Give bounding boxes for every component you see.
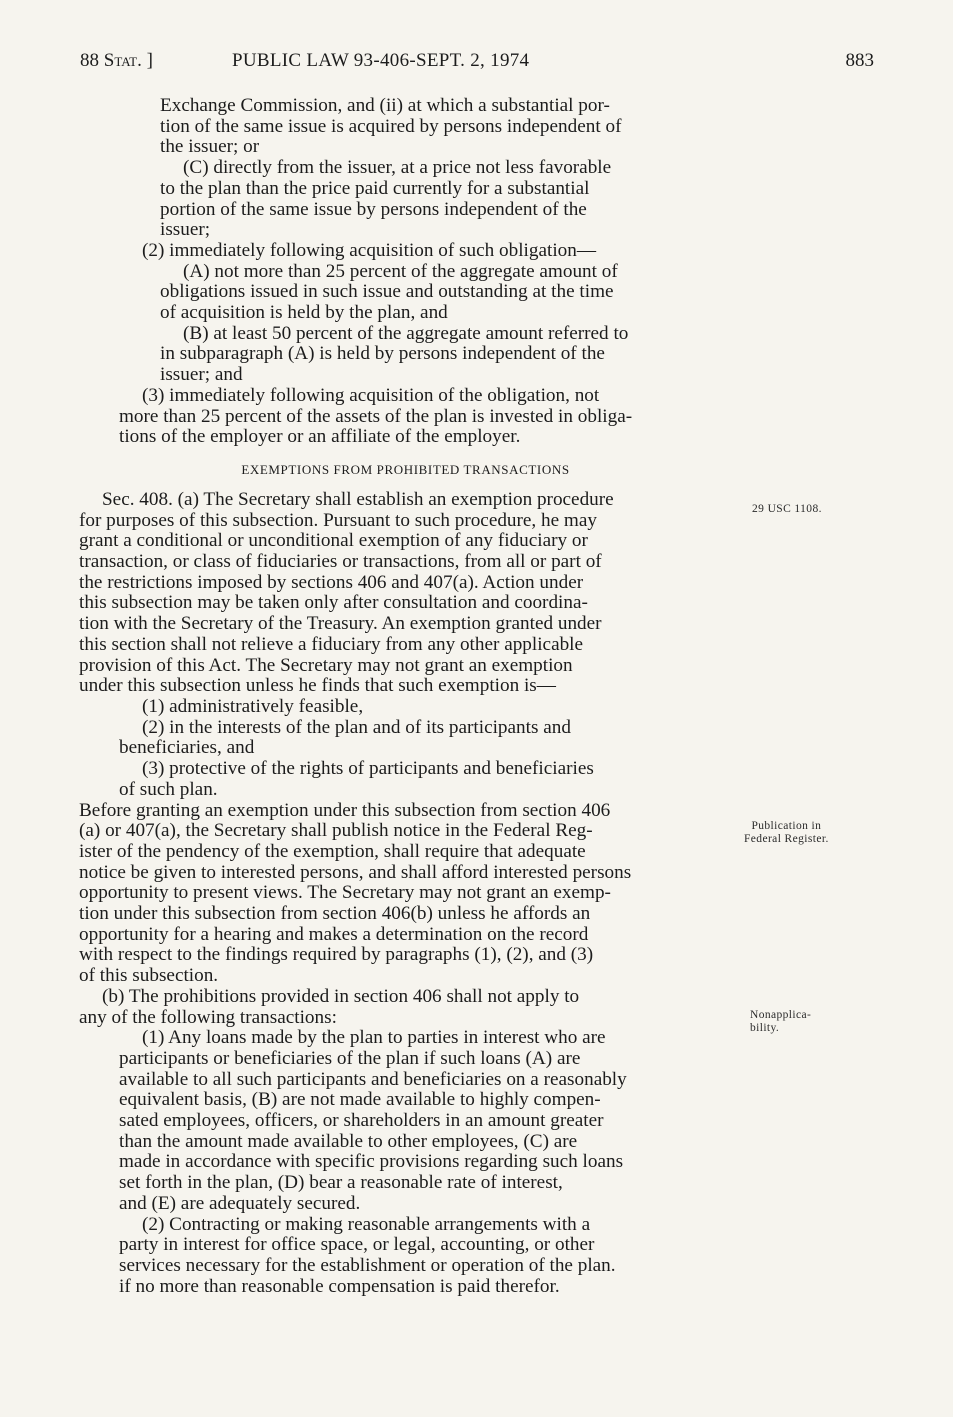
text-line: of such plan. xyxy=(119,778,218,800)
text-line: party in interest for office space, or legal, accounting, or other xyxy=(119,1234,595,1256)
text-line: tion under this subsection from section 406(b) unless he affords an xyxy=(79,903,591,925)
statutes-abbrev: Stat. xyxy=(103,50,142,71)
text-line: (C) directly from the issuer, at a price not less favorable xyxy=(183,157,612,179)
text-line: any of the following transactions: xyxy=(79,1006,337,1028)
text-line: beneficiaries, and xyxy=(119,737,255,759)
text-line: services necessary for the establishment or operation of the plan. xyxy=(119,1254,616,1276)
text-line: equivalent basis, (B) are not made available to highly compen- xyxy=(119,1089,601,1111)
text-line: (2) immediately following acquisition of such obligation— xyxy=(142,239,597,261)
text-line: obligations issued in such issue and outstanding at the time xyxy=(160,281,614,303)
text-line: Exchange Commission, and (ii) at which a substantial por- xyxy=(160,95,610,116)
text-line: made in accordance with specific provisions regarding such loans xyxy=(119,1151,624,1173)
text-line: and (E) are adequately secured. xyxy=(119,1192,361,1214)
text-line: Sec. 408. (a) The Secretary shall establish an exemption procedure xyxy=(102,488,614,510)
text-line: tions of the employer or an affiliate of the employer. xyxy=(119,426,521,448)
text-line: grant a conditional or unconditional exemption of any fiduciary or xyxy=(79,530,588,552)
usc-citation: 29 USC 1108. xyxy=(752,503,822,515)
nonapplicability-note-line: bility. xyxy=(750,1022,780,1034)
text-line: transaction, or class of fiduciaries or transactions, from all or part of xyxy=(79,551,602,573)
law-title: PUBLIC LAW 93-406-SEPT. 2, 1974 xyxy=(232,50,530,71)
text-line: portion of the same issue by persons independent of the xyxy=(160,198,587,220)
text-line: tion with the Secretary of the Treasury. An exemption granted under xyxy=(79,613,602,635)
text-line: in subparagraph (A) is held by persons independent of the xyxy=(160,343,605,365)
publication-note-line: Federal Register. xyxy=(744,833,829,845)
bracket: ] xyxy=(146,50,153,71)
text-line: available to all such participants and beneficiaries on a reasonably xyxy=(119,1068,627,1090)
text-line: Before granting an exemption under this subsection from section 406 xyxy=(79,799,611,821)
text-line: the restrictions imposed by sections 406 and 407(a). Action under xyxy=(79,571,584,593)
text-line: opportunity for a hearing and makes a determination on the record xyxy=(79,923,589,945)
text-line: for purposes of this subsection. Pursuant to such procedure, he may xyxy=(79,509,597,531)
text-line: (3) protective of the rights of participants and beneficiaries xyxy=(142,758,594,780)
text-line: the issuer; or xyxy=(160,136,260,158)
nonapplicability-margin-note xyxy=(750,1009,811,1035)
section-heading: EXEMPTIONS FROM PROHIBITED TRANSACTIONS xyxy=(241,461,570,477)
running-header xyxy=(80,50,880,78)
text-line: ister of the pendency of the exemption, shall require that adequate xyxy=(79,840,586,862)
text-line: (1) Any loans made by the plan to parties in interest who are xyxy=(142,1027,606,1049)
text-line: issuer; and xyxy=(160,364,243,386)
usc-margin-note xyxy=(752,503,822,516)
publication-margin-note xyxy=(744,820,829,846)
text-line: of acquisition is held by the plan, and xyxy=(160,302,448,324)
publication-note-line: Publication in xyxy=(751,820,822,832)
text-line: with respect to the findings required by paragraphs (1), (2), and (3) xyxy=(79,944,594,966)
text-line: (2) Contracting or making reasonable arrangements with a xyxy=(142,1213,591,1235)
page-number: 883 xyxy=(845,50,874,71)
text-line: set forth in the plan, (D) bear a reasonable rate of interest, xyxy=(119,1172,563,1194)
text-line: (a) or 407(a), the Secretary shall publish notice in the Federal Reg- xyxy=(79,820,593,842)
text-line: this subsection may be taken only after consultation and coordina- xyxy=(79,592,588,614)
text-line: provision of this Act. The Secretary may not grant an exemption xyxy=(79,654,573,676)
text-line: (1) administratively feasible, xyxy=(142,695,364,717)
statute-text xyxy=(79,96,732,1297)
text-line: of this subsection. xyxy=(79,965,219,987)
text-line: participants or beneficiaries of the plan if such loans (A) are xyxy=(119,1047,581,1069)
text-line: (b) The prohibitions provided in section 406 shall not apply to xyxy=(102,985,580,1007)
text-line: notice be given to interested persons, and shall afford interested persons xyxy=(79,861,632,883)
text-line: (3) immediately following acquisition of the obligation, not xyxy=(142,384,600,406)
statute-citation xyxy=(80,50,153,72)
text-line: (2) in the interests of the plan and of its participants and xyxy=(142,716,571,738)
text-line: (A) not more than 25 percent of the aggregate amount of xyxy=(183,260,618,282)
text-line: this section shall not relieve a fiduciary from any other applicable xyxy=(79,633,584,655)
text-line: more than 25 percent of the assets of the plan is invested in obliga- xyxy=(119,405,633,427)
text-line: opportunity to present views. The Secretary may not grant an exemp- xyxy=(79,882,611,904)
volume-number: 88 xyxy=(80,50,99,71)
text-line: if no more than reasonable compensation is paid therefor. xyxy=(119,1275,560,1297)
nonapplicability-note-line: Nonapplica- xyxy=(750,1009,812,1021)
text-line: than the amount made available to other employees, (C) are xyxy=(119,1130,578,1152)
text-line: sated employees, officers, or shareholders in an amount greater xyxy=(119,1110,604,1132)
text-line: (B) at least 50 percent of the aggregate amount referred to xyxy=(183,322,629,344)
text-line: under this subsection unless he finds that such exemption is— xyxy=(79,675,556,697)
text-line: to the plan than the price paid currently for a substantial xyxy=(160,177,590,199)
text-line: tion of the same issue is acquired by persons independent of xyxy=(160,115,622,137)
text-line: issuer; xyxy=(160,219,211,241)
